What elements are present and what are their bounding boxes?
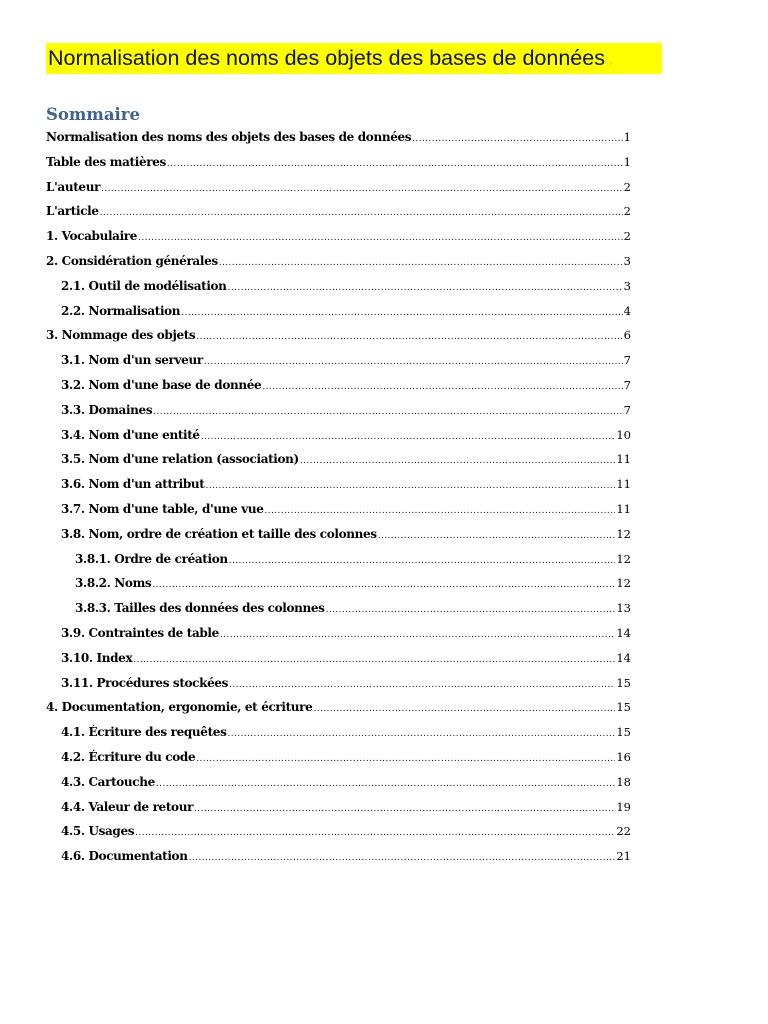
toc-entry-page-number: 12 xyxy=(616,551,631,566)
toc-entry[interactable] xyxy=(61,451,631,467)
toc-entry-page-number: 6 xyxy=(623,328,631,343)
toc-dot-leader xyxy=(167,156,623,172)
toc-dot-leader xyxy=(227,726,615,742)
toc-entry-page-number: 12 xyxy=(616,576,631,591)
toc-entry[interactable] xyxy=(75,551,631,567)
toc-dot-leader xyxy=(101,181,623,197)
document-title: Normalisation des noms des objets des bases de données xyxy=(48,46,605,70)
toc-entry-page-number: 15 xyxy=(616,725,631,740)
toc-entry-page-number: 2 xyxy=(623,229,631,244)
toc-entry[interactable] xyxy=(61,278,631,294)
toc-entry-label: 2.2. Normalisation xyxy=(61,303,181,318)
toc-entry-label: 3.7. Nom d'une table, d'une vue xyxy=(61,502,264,516)
toc-entry-page-number: 12 xyxy=(616,526,631,541)
toc-dot-leader xyxy=(300,453,615,469)
toc-entry[interactable] xyxy=(75,600,631,616)
toc-entry-label: 2. Considération générales xyxy=(46,254,218,268)
toc-dot-leader xyxy=(152,577,615,593)
toc-entry[interactable] xyxy=(61,774,631,790)
toc-entry[interactable] xyxy=(61,476,631,492)
toc-entry-label: 3.9. Contraintes de table xyxy=(61,626,219,640)
toc-dot-leader xyxy=(153,404,622,420)
toc-entry[interactable] xyxy=(61,724,631,740)
toc-entry-label: 3.8.3. Tailles des données des colonnes xyxy=(75,601,325,616)
toc-entry-page-number: 4 xyxy=(623,303,631,318)
toc-dot-leader xyxy=(156,776,615,792)
toc-entry-label: 3.8. Nom, ordre de création et taille des colonnes xyxy=(61,526,377,541)
toc-dot-leader xyxy=(201,429,616,445)
toc-entry-page-number: 11 xyxy=(616,477,631,492)
toc-dot-leader xyxy=(138,230,623,246)
toc-dot-leader xyxy=(264,503,615,519)
toc-entry-page-number: 7 xyxy=(623,378,631,392)
toc-entry[interactable] xyxy=(46,154,631,170)
toc-dot-leader xyxy=(378,528,616,544)
toc-entry-page-number: 7 xyxy=(623,353,631,368)
toc-dot-leader xyxy=(196,751,615,767)
toc-entry-label: L'article xyxy=(46,204,99,219)
toc-dot-leader xyxy=(189,850,616,866)
toc-entry[interactable] xyxy=(61,352,631,368)
toc-entry[interactable] xyxy=(61,377,631,393)
toc-entry[interactable] xyxy=(46,327,631,343)
toc-entry[interactable] xyxy=(61,675,631,691)
toc-entry[interactable] xyxy=(61,625,631,641)
toc-dot-leader xyxy=(219,255,623,271)
toc-entry-page-number: 18 xyxy=(616,774,631,789)
title-trailing-dot: . xyxy=(607,46,614,70)
toc-entry[interactable] xyxy=(61,799,631,815)
toc-dot-leader xyxy=(229,677,615,693)
toc-entry-page-number: 15 xyxy=(616,700,631,715)
toc-entry[interactable] xyxy=(46,179,631,195)
toc-entry[interactable] xyxy=(46,228,631,244)
sommaire-heading: Sommaire xyxy=(46,105,140,124)
toc-dot-leader xyxy=(181,305,622,321)
toc-entry[interactable] xyxy=(46,699,631,715)
toc-entry[interactable] xyxy=(61,650,631,666)
toc-entry[interactable] xyxy=(61,823,631,839)
toc-entry-label: 3.4. Nom d'une entité xyxy=(61,427,200,442)
toc-entry-label: 4.5. Usages xyxy=(61,824,135,839)
toc-entry-label: 4.6. Documentation xyxy=(61,849,188,864)
toc-entry-page-number: 7 xyxy=(623,402,631,417)
toc-dot-leader xyxy=(194,801,615,817)
toc-entry[interactable] xyxy=(61,501,631,517)
toc-dot-leader xyxy=(326,602,616,618)
toc-entry-label: 3.5. Nom d'une relation (association) xyxy=(61,452,299,467)
toc-entry[interactable] xyxy=(61,749,631,765)
toc-entry-page-number: 16 xyxy=(616,750,631,764)
toc-entry-page-number: 14 xyxy=(616,626,631,640)
toc-entry-label: 3.10. Index xyxy=(61,650,133,665)
toc-entry-label: 2.1. Outil de modélisation xyxy=(61,278,227,293)
toc-entry-page-number: 19 xyxy=(616,799,631,814)
toc-dot-leader xyxy=(196,329,622,345)
toc-entry-page-number: 22 xyxy=(616,824,631,839)
toc-entry-label: Normalisation des noms des objets des bases de données xyxy=(46,130,412,144)
toc-dot-leader xyxy=(133,652,615,668)
toc-entry-label: 4. Documentation, ergonomie, et écriture xyxy=(46,700,313,715)
toc-entry[interactable] xyxy=(61,427,631,443)
toc-entry[interactable] xyxy=(61,402,631,418)
toc-dot-leader xyxy=(228,280,623,296)
toc-entry-page-number: 11 xyxy=(616,452,631,467)
toc-entry-label: 3.8.1. Ordre de création xyxy=(75,551,228,566)
toc-entry-label: 3.3. Domaines xyxy=(61,402,153,417)
toc-entry-page-number: 13 xyxy=(616,601,631,616)
toc-entry-label: 3.11. Procédures stockées xyxy=(61,675,229,690)
toc-dot-leader xyxy=(135,825,615,841)
toc-dot-leader xyxy=(220,627,615,643)
toc-dot-leader xyxy=(262,379,622,395)
toc-entry[interactable] xyxy=(46,129,631,145)
toc-dot-leader xyxy=(100,205,623,221)
toc-entry[interactable] xyxy=(46,203,631,219)
toc-entry-label: 4.4. Valeur de retour xyxy=(61,799,194,814)
toc-entry-page-number: 15 xyxy=(616,675,631,690)
toc-entry-page-number: 11 xyxy=(616,502,631,516)
toc-entry[interactable] xyxy=(75,575,631,591)
toc-entry-page-number: 3 xyxy=(623,278,631,293)
toc-entry-page-number: 1 xyxy=(623,130,631,144)
toc-entry-page-number: 10 xyxy=(616,427,631,442)
toc-entry[interactable] xyxy=(61,526,631,542)
toc-entry[interactable] xyxy=(61,848,631,864)
toc-entry[interactable] xyxy=(61,303,631,319)
toc-entry-page-number: 14 xyxy=(616,650,631,665)
toc-entry-label: 3.2. Nom d'une base de donnée xyxy=(61,378,262,392)
toc-entry-page-number: 21 xyxy=(616,849,631,864)
toc-dot-leader xyxy=(205,478,615,494)
toc-entry-label: 1. Vocabulaire xyxy=(46,229,138,244)
toc-entry-page-number: 3 xyxy=(623,254,631,268)
toc-entry-label: 3. Nommage des objets xyxy=(46,328,196,343)
toc-entry-label: 4.1. Écriture des requêtes xyxy=(61,725,227,740)
toc-entry-page-number: 1 xyxy=(623,154,631,169)
toc-entry-page-number: 2 xyxy=(623,204,631,219)
toc-entry-label: 3.6. Nom d'un attribut xyxy=(61,477,205,492)
toc-entry-page-number: 2 xyxy=(623,179,631,194)
toc-entry-label: 4.3. Cartouche xyxy=(61,774,155,789)
toc-entry[interactable] xyxy=(46,253,631,269)
toc-dot-leader xyxy=(229,553,616,569)
toc-dot-leader xyxy=(204,354,623,370)
toc-dot-leader xyxy=(313,701,615,717)
toc-entry-label: Table des matières xyxy=(46,154,166,169)
toc-dot-leader xyxy=(412,131,623,147)
toc-entry-label: 4.2. Écriture du code xyxy=(61,750,196,764)
toc-entry-label: L'auteur xyxy=(46,179,101,194)
toc-entry-label: 3.1. Nom d'un serveur xyxy=(61,353,203,368)
toc-entry-label: 3.8.2. Noms xyxy=(75,576,152,591)
